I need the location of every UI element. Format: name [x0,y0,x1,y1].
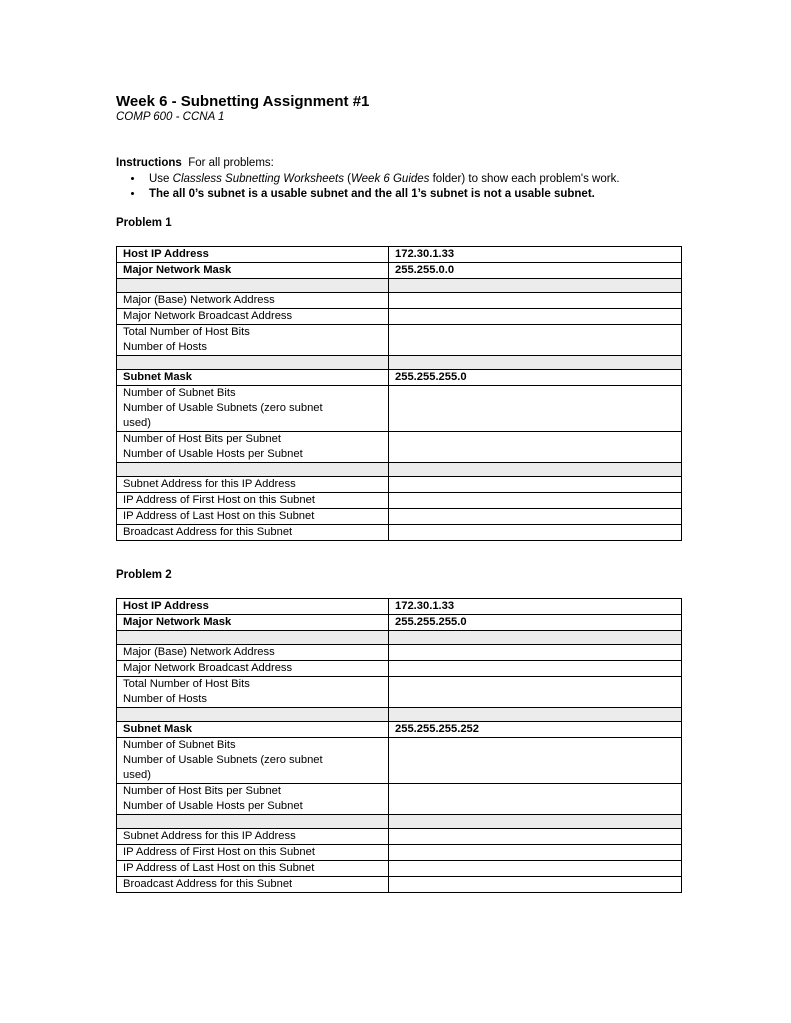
first-host-answer[interactable] [389,845,682,861]
base-network-answer[interactable] [389,645,682,661]
base-network-answer[interactable] [389,293,682,309]
bullet1-post: folder) to show each problem's work. [429,173,620,185]
usable-subnets-label: Number of Usable Subnets (zero subnet [123,754,323,766]
table-row [117,247,682,263]
table-spacer-row [117,279,682,293]
subnet-bits-label: Number of Subnet Bits [123,739,236,751]
table-spacer-row [117,356,682,370]
instructions-lead-text: For all problems: [188,157,274,169]
bullet1-em2: Week 6 Guides [351,173,430,185]
broadcast-answer[interactable] [389,877,682,893]
problem-1-title: Problem 1 [116,217,172,229]
hosts-per-subnet-answer[interactable] [389,432,682,463]
table-row [117,370,682,386]
subnet-address-label: Subnet Address for this IP Address [117,477,389,493]
instructions-lead [116,156,620,171]
table-row [117,829,682,845]
last-host-answer[interactable] [389,509,682,525]
usable-subnets-label-cont: used) [123,769,151,781]
major-broadcast-answer[interactable] [389,661,682,677]
table-row [117,386,682,432]
table-row [117,845,682,861]
subnet-bits-label: Number of Subnet Bits [123,387,236,399]
host-ip-label: Host IP Address [117,599,389,615]
subnet-mask-label: Subnet Mask [117,370,389,386]
problem-1-table [116,246,682,541]
host-bits-per-subnet-label: Number of Host Bits per Subnet [123,433,281,445]
last-host-answer[interactable] [389,861,682,877]
page-subtitle: COMP 600 - CCNA 1 [116,111,225,123]
major-mask-label: Major Network Mask [117,263,389,279]
table-row [117,877,682,893]
bullet1-mid: ( [343,173,351,185]
table-row [117,509,682,525]
usable-subnets-label-cont: used) [123,417,151,429]
host-ip-value: 172.30.1.33 [389,247,682,263]
table-spacer-row [117,631,682,645]
num-hosts-label: Number of Hosts [123,693,207,705]
table-row [117,677,682,708]
major-broadcast-label: Major Network Broadcast Address [117,661,389,677]
usable-hosts-label: Number of Usable Hosts per Subnet [123,800,303,812]
table-row [117,661,682,677]
broadcast-label: Broadcast Address for this Subnet [117,525,389,541]
problem-2-title: Problem 2 [116,569,172,581]
num-hosts-label: Number of Hosts [123,341,207,353]
table-row [117,861,682,877]
subnet-address-answer[interactable] [389,477,682,493]
table-row [117,645,682,661]
broadcast-answer[interactable] [389,525,682,541]
hosts-per-subnet-answer[interactable] [389,784,682,815]
table-row [117,477,682,493]
table-spacer-row [117,815,682,829]
instructions [116,156,620,202]
major-mask-label: Major Network Mask [117,615,389,631]
base-network-label: Major (Base) Network Address [117,293,389,309]
table-row [117,493,682,509]
table-row [117,525,682,541]
bullet1-pre: Use [149,173,173,185]
instruction-bullet-1 [144,172,620,187]
host-ip-label: Host IP Address [117,247,389,263]
host-bits-answer[interactable] [389,677,682,708]
major-broadcast-label: Major Network Broadcast Address [117,309,389,325]
usable-hosts-label: Number of Usable Hosts per Subnet [123,448,303,460]
subnet-mask-value: 255.255.255.252 [389,722,682,738]
table-row [117,784,682,815]
table-row [117,309,682,325]
instructions-list [116,172,620,202]
table-row [117,599,682,615]
subnet-bits-answer[interactable] [389,738,682,784]
table-row [117,432,682,463]
total-host-bits-label: Total Number of Host Bits [123,326,250,338]
major-mask-value: 255.255.0.0 [389,263,682,279]
first-host-label: IP Address of First Host on this Subnet [117,845,389,861]
last-host-label: IP Address of Last Host on this Subnet [117,861,389,877]
total-host-bits-label: Total Number of Host Bits [123,678,250,690]
broadcast-label: Broadcast Address for this Subnet [117,877,389,893]
major-mask-value: 255.255.255.0 [389,615,682,631]
instruction-bullet-2: • The all 0’s subnet is a usable subnet and the all 1’s subnet is not a usable subnet. [144,187,620,202]
table-row [117,722,682,738]
subnet-address-label: Subnet Address for this IP Address [117,829,389,845]
subnet-address-answer[interactable] [389,829,682,845]
subnet-bits-answer[interactable] [389,386,682,432]
subnet-mask-value: 255.255.255.0 [389,370,682,386]
base-network-label: Major (Base) Network Address [117,645,389,661]
bullet1-em1: Classless Subnetting Worksheets [172,173,344,185]
subnet-mask-label: Subnet Mask [117,722,389,738]
host-bits-answer[interactable] [389,325,682,356]
table-row [117,738,682,784]
host-ip-value: 172.30.1.33 [389,599,682,615]
page-title: Week 6 - Subnetting Assignment #1 [116,93,370,110]
table-row [117,615,682,631]
table-spacer-row [117,708,682,722]
host-bits-per-subnet-label: Number of Host Bits per Subnet [123,785,281,797]
problem-2-table [116,598,682,893]
table-row [117,263,682,279]
usable-subnets-label: Number of Usable Subnets (zero subnet [123,402,323,414]
major-broadcast-answer[interactable] [389,309,682,325]
first-host-answer[interactable] [389,493,682,509]
first-host-label: IP Address of First Host on this Subnet [117,493,389,509]
last-host-label: IP Address of Last Host on this Subnet [117,509,389,525]
table-row [117,293,682,309]
table-row [117,325,682,356]
table-spacer-row [117,463,682,477]
instructions-label: Instructions [116,157,182,169]
